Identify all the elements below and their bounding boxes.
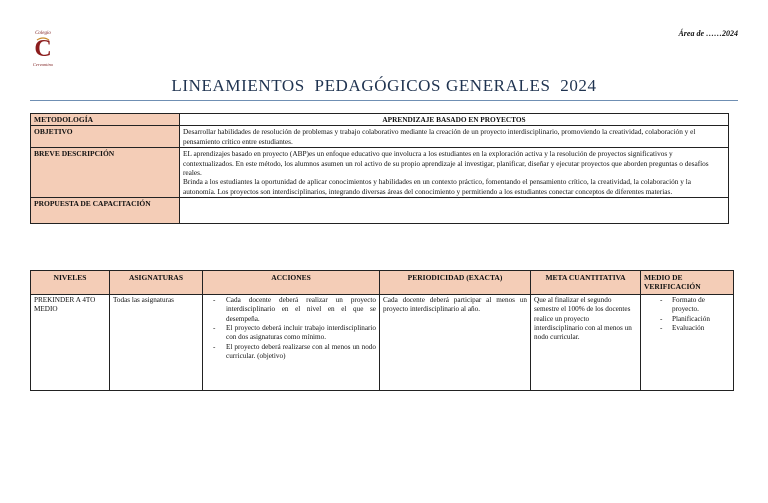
title-initial-1: L (171, 76, 183, 95)
value-objetivo: Desarrollar habilidades de resolución de problemas y trabajo colaborativo mediante la creación de un proyecto interdisciplinario, promoviendo la creatividad, colaboración y el pensamiento crítico entre estudiantes. (180, 126, 729, 148)
list-item: - El proyecto deberá realizarse con al menos un nodo curricular. (objetivo) (206, 343, 376, 362)
header-asignaturas: ASIGNATURAS (110, 271, 203, 295)
school-logo (28, 28, 58, 68)
header-medio: MEDIO DE VERIFICACIÓN (641, 271, 734, 295)
title-initial-3: G (445, 76, 459, 95)
cell-acciones (203, 294, 380, 390)
list-item: - Cada docente deberá realizar un proyecto interdisciplinario en el nivel en el que se desempeña. (206, 296, 376, 324)
title-initial-2: P (314, 76, 325, 95)
area-label: Área de ……2024 (678, 29, 738, 38)
page-title (0, 76, 768, 96)
header-acciones: ACCIONES (203, 271, 380, 295)
row-descripcion (31, 148, 729, 198)
header-niveles: NIVELES (31, 271, 110, 295)
title-word-3: ENERALES (458, 76, 551, 95)
title-divider (30, 100, 738, 101)
label-metodologia: METODOLOGÍA (31, 114, 180, 126)
logo-text-bottom: Cervantino (32, 62, 54, 67)
label-descripcion: BREVE DESCRIPCIÓN (31, 148, 180, 198)
cell-niveles: PREKINDER A 4TO MEDIO (31, 294, 110, 390)
cell-asignaturas: Todas las asignaturas (110, 294, 203, 390)
table-row (31, 294, 734, 390)
row-capacitacion (31, 198, 729, 224)
title-word-2: EDAGÓGICOS (324, 76, 442, 95)
header-periodicidad: PERIODICIDAD (EXACTA) (380, 271, 531, 295)
value-descripcion (180, 148, 729, 198)
row-metodologia (31, 114, 729, 126)
value-metodologia: APRENDIZAJE BASADO EN PROYECTOS (180, 114, 729, 126)
descripcion-paragraph-2: Brinda a los estudiantes la oportunidad de aplicar conocimientos y habilidades en un contexto práctico, fomentando el pensamiento crítico, la creatividad, la colaboración y la autonomía. Los proyectos son interdisciplinarios, integrando diversas áreas del conocimiento y permitiendo a los estudiantes conectar conceptos de diferentes materias. (183, 177, 691, 196)
cell-meta: Que al finalizar el segundo semestre el 100% de los docentes realice un proyecto interdisciplinario con al menos un nodo curricular. (531, 294, 641, 390)
cell-periodicidad: Cada docente deberá participar al menos un proyecto interdisciplinario al año. (380, 294, 531, 390)
info-table (30, 113, 729, 224)
row-objetivo (31, 126, 729, 148)
list-item: - Evaluación (644, 324, 730, 333)
label-objetivo: OBJETIVO (31, 126, 180, 148)
list-item: - El proyecto deberá incluir trabajo interdisciplinario con dos asignaturas como mínimo. (206, 324, 376, 343)
plan-header-row (31, 271, 734, 295)
descripcion-paragraph-1: EL aprendizajes basado en proyecto (ABP)es un enfoque educativo que involucra a los estudiantes en la exploración activa y la resolución de proyectos significativos y contextualizados. En este método, los alumnos asumen un rol activo de su propio aprendizaje al investigar, planificar, diseñar y ejecutar proyectos que aborden preguntas o desafíos reales. (183, 149, 709, 178)
cell-medio (641, 294, 734, 390)
value-capacitacion (180, 198, 729, 224)
header-meta: META CUANTITATIVA (531, 271, 641, 295)
logo-text-top: Colegio (35, 31, 51, 36)
label-capacitacion: PROPUESTA DE CAPACITACIÓN (31, 198, 180, 224)
svg-text:C: C (34, 36, 52, 62)
plan-table (30, 270, 734, 391)
list-item: - Planificación (644, 315, 730, 324)
list-item: - Formato de proyecto. (644, 296, 730, 315)
title-year: 2024 (560, 76, 597, 95)
title-word-1: INEAMIENTOS (182, 76, 305, 95)
